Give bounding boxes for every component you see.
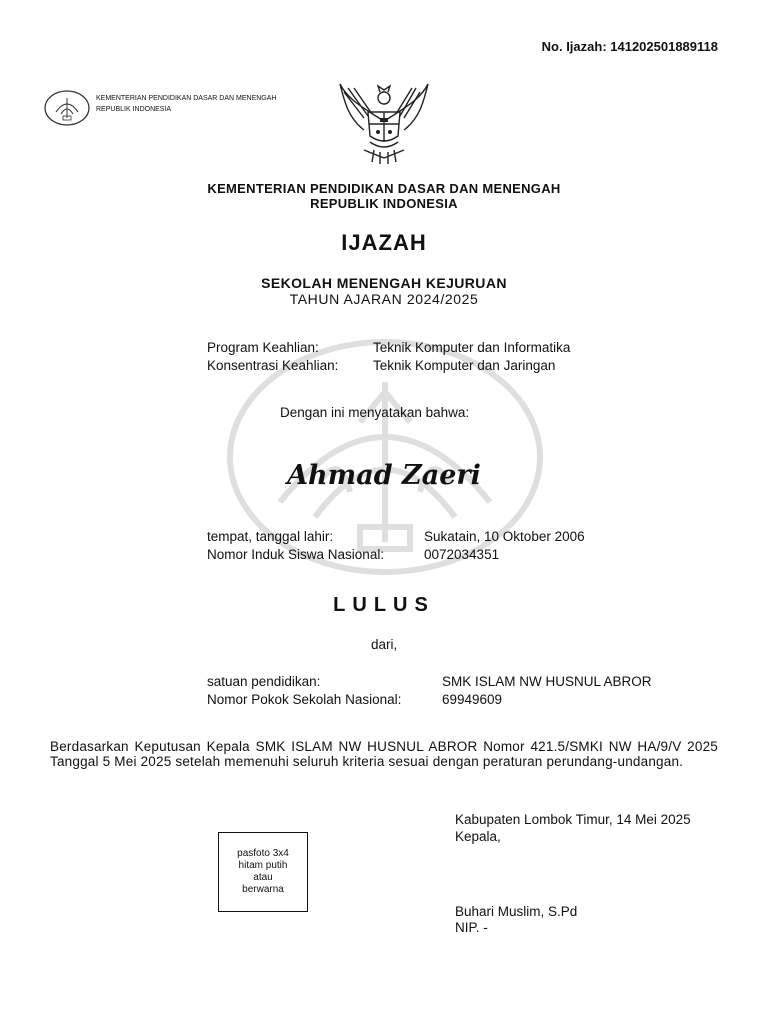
signer-name: Buhari Muslim, S.Pd: [455, 904, 578, 919]
birth-label: tempat, tanggal lahir:: [207, 529, 334, 544]
ministry-line2: REPUBLIK INDONESIA: [310, 196, 458, 211]
student-name: Ahmad Zaeri: [287, 460, 481, 491]
ministry-line1: KEMENTERIAN PENDIDIKAN DASAR DAN MENENGAH: [207, 181, 561, 196]
school-unit-value: SMK ISLAM NW HUSNUL ABROR: [442, 674, 652, 689]
garuda-emblem: [334, 78, 434, 166]
logo-text-line1: KEMENTERIAN PENDIDIKAN DASAR DAN MENENGAH: [96, 95, 277, 102]
school-type: SEKOLAH MENENGAH KEJURUAN: [261, 275, 507, 291]
from-text: dari,: [371, 637, 398, 652]
declaration-text: Dengan ini menyatakan bahwa:: [280, 405, 470, 420]
npsn-label: Nomor Pokok Sekolah Nasional:: [207, 692, 402, 707]
school-unit-label: satuan pendidikan:: [207, 674, 321, 689]
photo-line3: atau: [253, 872, 273, 883]
program-value: Teknik Komputer dan Informatika: [373, 340, 571, 355]
photo-line2: hitam putih: [238, 860, 288, 871]
photo-line4: berwarna: [242, 884, 284, 895]
ministry-heading: [0, 181, 768, 211]
birth-value: Sukatain, 10 Oktober 2006: [424, 529, 585, 544]
concentration-value: Teknik Komputer dan Jaringan: [373, 358, 556, 373]
document-title: IJAZAH: [341, 230, 427, 255]
nisn-label: Nomor Induk Siswa Nasional:: [207, 547, 385, 562]
academic-year: TAHUN AJARAN 2024/2025: [289, 291, 479, 307]
logo-text-line2: REPUBLIK INDONESIA: [96, 106, 172, 113]
place-date: Kabupaten Lombok Timur, 14 Mei 2025: [455, 812, 691, 827]
basis-paragraph: Berdasarkan Keputusan Kepala SMK ISLAM NW HUSNUL ABROR Nomor 421.5/SMKI NW HA/9/V 2025 Tanggal 5 Mei 2025 setelah memenuhi seluruh kriteria sesuai dengan peraturan perundang-undangan.: [50, 739, 718, 769]
nisn-value: 0072034351: [424, 547, 500, 562]
ijazah-number: No. Ijazah: 141202501889118: [541, 39, 718, 54]
npsn-value: 69949609: [442, 692, 503, 707]
photo-placeholder: [218, 832, 308, 912]
logo-text: [96, 93, 276, 115]
program-label: Program Keahlian:: [207, 340, 319, 355]
signer-nip: NIP. -: [455, 920, 488, 935]
photo-line1: pasfoto 3x4: [237, 848, 289, 859]
concentration-label: Konsentrasi Keahlian:: [207, 358, 339, 373]
tut-wuri-handayani-logo: [42, 88, 92, 128]
signer-role: Kepala,: [455, 829, 501, 844]
result-status: LULUS: [333, 594, 435, 616]
